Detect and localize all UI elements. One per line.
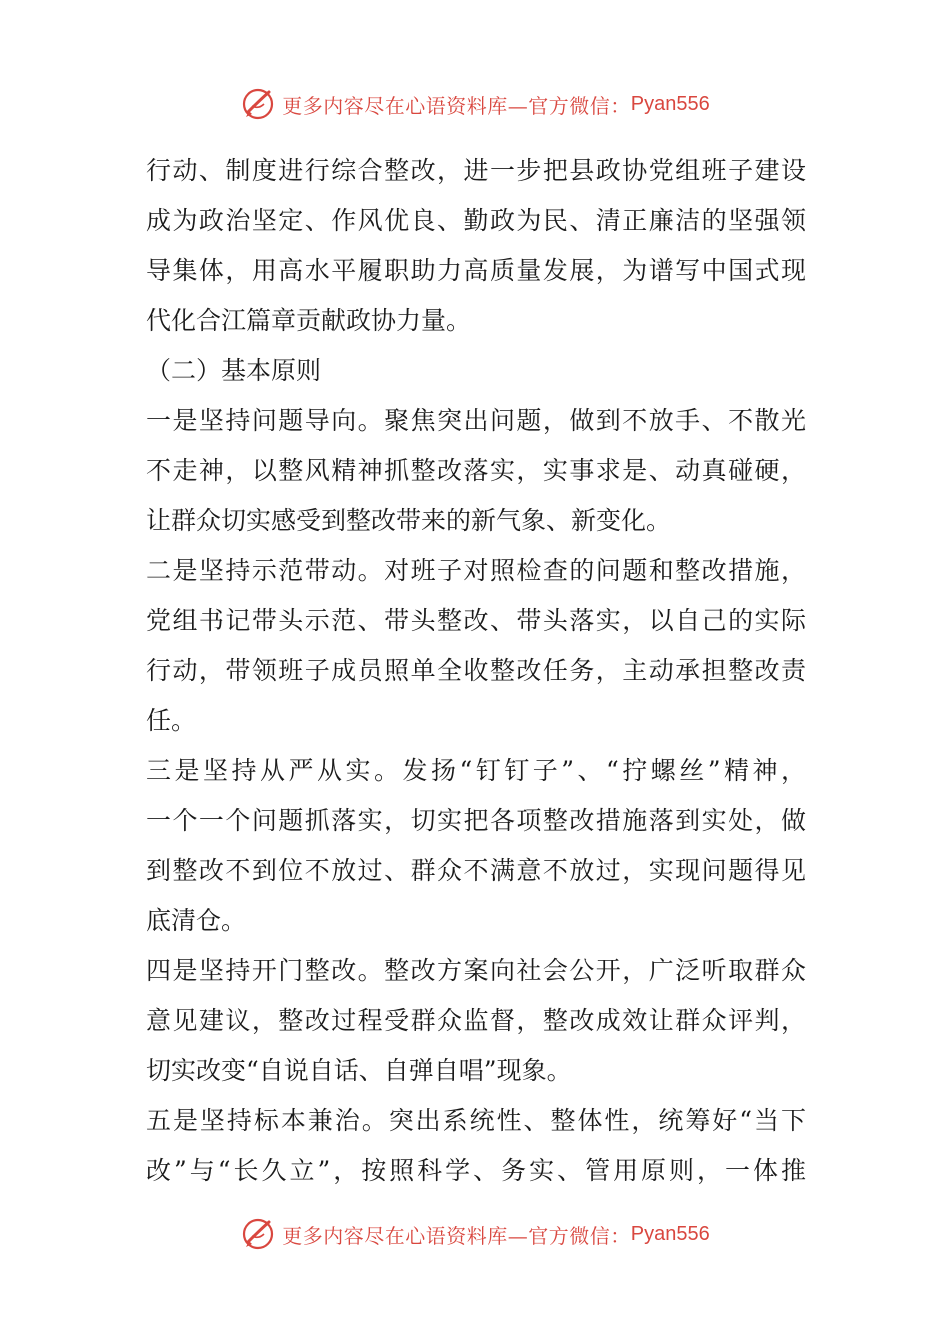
header-banner — [0, 82, 950, 126]
body-line: 一个一个问题抓落实，切实把各项整改措施落到实处，做 — [146, 806, 806, 835]
section-heading: （二）基本原则 — [146, 356, 322, 385]
pen-circle-logo-icon — [240, 1216, 276, 1252]
body-line: 代化合江篇章贡献政协力量。 — [146, 306, 472, 335]
body-line: 一是坚持问题导向。聚焦突出问题，做到不放手、不散光 — [146, 406, 806, 435]
footer-wechat-id: Pyan556 — [630, 1222, 710, 1245]
body-line: 切实改变“自说自话、自弹自唱”现象。 — [146, 1056, 572, 1085]
body-line: 意见建议，整改过程受群众监督，整改成效让群众评判， — [146, 1006, 806, 1035]
body-line: 四是坚持开门整改。整改方案向社会公开，广泛听取群众 — [146, 956, 806, 985]
body-line: 三是坚持从严从实。发扬“钉钉子”、“拧螺丝”精神， — [146, 756, 806, 785]
document-body — [146, 146, 806, 1196]
body-line: 任。 — [146, 706, 197, 735]
body-line: 让群众切实感受到整改带来的新气象、新变化。 — [146, 506, 672, 535]
body-line: 党组书记带头示范、带头整改、带头落实，以自己的实际 — [146, 606, 806, 635]
header-wechat-id: Pyan556 — [630, 92, 710, 115]
header-banner-text: 更多内容尽在心语资料库—官方微信： — [282, 93, 631, 118]
body-line: 底清仓。 — [146, 906, 247, 935]
body-line: 导集体，用高水平履职助力高质量发展，为谱写中国式现 — [146, 256, 806, 285]
body-line: 成为政治坚定、作风优良、勤政为民、清正廉洁的坚强领 — [146, 206, 806, 235]
body-line: 改”与“长久立”，按照科学、务实、管用原则，一体推 — [146, 1156, 806, 1185]
footer-banner — [0, 1212, 950, 1256]
body-line: 行动、制度进行综合整改，进一步把县政协党组班子建设 — [146, 156, 806, 185]
body-line: 行动，带领班子成员照单全收整改任务，主动承担整改责 — [146, 656, 806, 685]
body-line: 五是坚持标本兼治。突出系统性、整体性，统筹好“当下 — [146, 1106, 806, 1135]
pen-circle-logo-icon — [240, 86, 276, 122]
body-line: 到整改不到位不放过、群众不满意不放过，实现问题得见 — [146, 856, 806, 885]
body-line: 二是坚持示范带动。对班子对照检查的问题和整改措施， — [146, 556, 806, 585]
body-line: 不走神，以整风精神抓整改落实，实事求是、动真碰硬， — [146, 456, 806, 485]
footer-banner-text: 更多内容尽在心语资料库—官方微信： — [282, 1223, 631, 1248]
